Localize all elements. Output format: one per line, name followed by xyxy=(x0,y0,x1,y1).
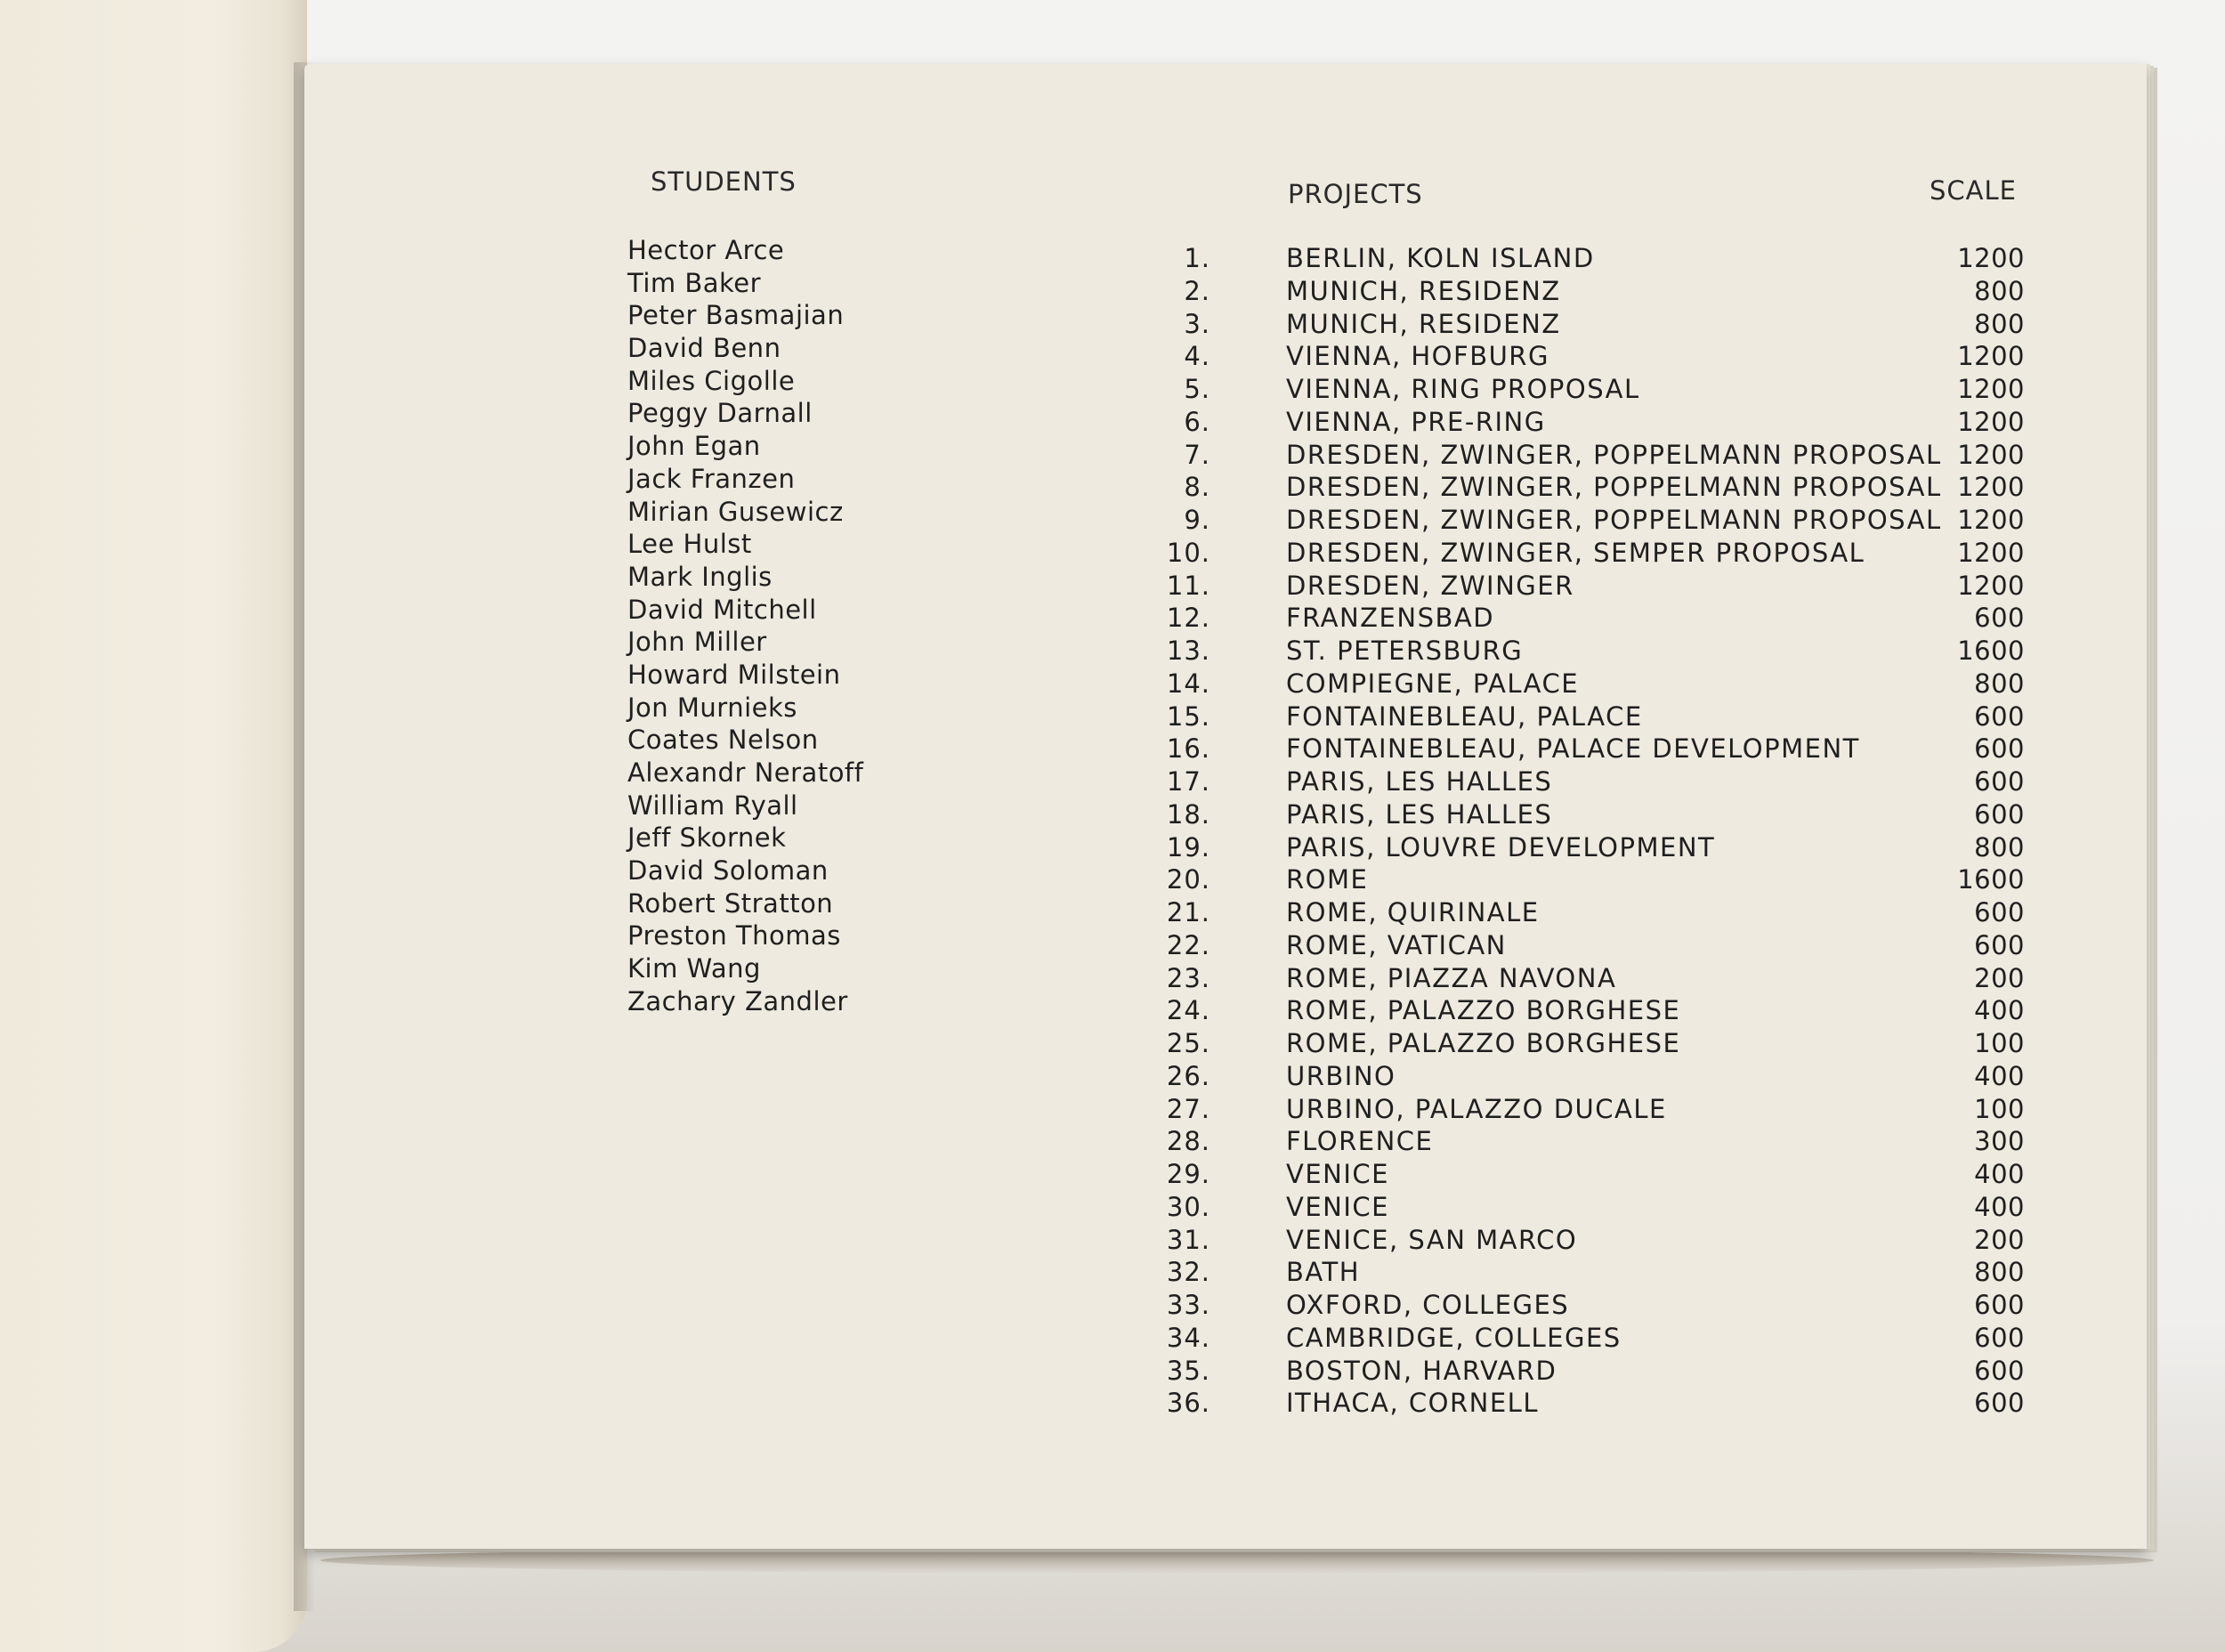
students-heading: STUDENTS xyxy=(651,166,797,197)
student-name: William Ryall xyxy=(627,790,798,821)
project-scale: 600 xyxy=(1974,798,2025,830)
project-scale: 1600 xyxy=(1957,636,2025,666)
project-scale: 800 xyxy=(1974,668,2025,699)
project-scale: 600 xyxy=(1974,700,2025,732)
project-name: BOSTON, HARVARD xyxy=(1286,1355,1558,1386)
student-name: Jeff Skornek xyxy=(627,822,787,854)
project-number: 29. xyxy=(1166,1159,1210,1189)
student-name: Mark Inglis xyxy=(627,561,773,592)
project-row xyxy=(1179,373,2025,406)
project-row xyxy=(1166,863,2025,896)
project-row xyxy=(1166,962,2025,995)
project-name: DRESDEN, ZWINGER, POPPELMANN PROPOSAL xyxy=(1286,439,1942,470)
project-row xyxy=(1166,602,2025,635)
project-number: 1. xyxy=(1184,243,1210,273)
student-name: Miles Cigolle xyxy=(627,365,796,396)
project-number: 24. xyxy=(1166,995,1210,1026)
students-list xyxy=(627,234,863,1018)
project-row xyxy=(1166,733,2025,765)
project-scale: 800 xyxy=(1974,308,2025,339)
project-scale: 800 xyxy=(1974,1257,2025,1288)
project-name: PARIS, LES HALLES xyxy=(1286,798,1553,830)
student-name: Peggy Darnall xyxy=(627,398,813,429)
project-scale: 400 xyxy=(1974,1159,2025,1189)
project-number: 22. xyxy=(1166,929,1210,960)
student-name: Jack Franzen xyxy=(627,463,796,494)
project-name: BERLIN, KOLN ISLAND xyxy=(1286,243,1595,273)
project-scale: 600 xyxy=(1974,897,2025,927)
project-row xyxy=(1179,242,2025,275)
project-row xyxy=(1166,570,2025,603)
student-name: Peter Basmajian xyxy=(627,300,845,331)
project-name: FRANZENSBAD xyxy=(1286,603,1495,634)
project-scale: 1200 xyxy=(1957,472,2025,503)
project-number: 32. xyxy=(1166,1257,1210,1288)
project-row xyxy=(1166,765,2025,798)
project-row xyxy=(1166,1060,2025,1093)
project-row xyxy=(1166,700,2025,733)
project-scale: 200 xyxy=(1974,1224,2025,1255)
project-number: 35. xyxy=(1166,1355,1210,1386)
project-name: ROME xyxy=(1286,864,1369,895)
project-number: 34. xyxy=(1166,1322,1210,1353)
project-number: 17. xyxy=(1166,766,1210,797)
project-row xyxy=(1166,798,2025,831)
project-row xyxy=(1166,635,2025,668)
project-number: 31. xyxy=(1166,1224,1210,1255)
project-row xyxy=(1166,1387,2025,1420)
project-scale: 300 xyxy=(1974,1126,2025,1157)
project-name: ROME, PALAZZO BORGHESE xyxy=(1286,995,1681,1026)
project-name: FLORENCE xyxy=(1286,1126,1434,1157)
project-name: FONTAINEBLEAU, PALACE DEVELOPMENT xyxy=(1286,733,1860,765)
project-row xyxy=(1179,406,2025,439)
project-number: 36. xyxy=(1166,1388,1210,1419)
project-number: 28. xyxy=(1166,1126,1210,1157)
project-scale: 1200 xyxy=(1957,341,2025,372)
project-name: ROME, PIAZZA NAVONA xyxy=(1286,962,1617,993)
project-scale: 400 xyxy=(1974,995,2025,1026)
student-name: Lee Hulst xyxy=(627,529,752,560)
project-number: 21. xyxy=(1166,897,1210,927)
project-scale: 1200 xyxy=(1957,406,2025,437)
project-row xyxy=(1166,1256,2025,1289)
project-number: 5. xyxy=(1184,374,1210,404)
project-row xyxy=(1166,1224,2025,1257)
project-scale: 600 xyxy=(1974,929,2025,960)
project-name: CAMBRIDGE, COLLEGES xyxy=(1286,1322,1622,1353)
project-number: 7. xyxy=(1184,439,1210,470)
project-number: 16. xyxy=(1166,733,1210,765)
project-name: PARIS, LOUVRE DEVELOPMENT xyxy=(1286,831,1716,862)
project-scale: 1200 xyxy=(1957,570,2025,601)
project-row xyxy=(1166,1093,2025,1126)
project-scale: 1200 xyxy=(1957,439,2025,470)
project-row xyxy=(1179,340,2025,373)
project-name: VENICE xyxy=(1286,1191,1389,1222)
project-number: 4. xyxy=(1184,341,1210,372)
project-name: VIENNA, RING PROPOSAL xyxy=(1286,374,1640,404)
student-name: John Egan xyxy=(627,431,761,462)
project-scale: 400 xyxy=(1974,1191,2025,1222)
project-scale: 600 xyxy=(1974,766,2025,797)
project-number: 14. xyxy=(1166,668,1210,699)
student-name: Kim Wang xyxy=(627,953,761,984)
project-row xyxy=(1166,1191,2025,1224)
project-name: ROME, QUIRINALE xyxy=(1286,897,1540,927)
project-name: DRESDEN, ZWINGER xyxy=(1286,570,1574,601)
project-row xyxy=(1179,504,2025,537)
project-scale: 600 xyxy=(1974,1355,2025,1386)
project-number: 13. xyxy=(1166,636,1210,666)
project-scale: 1200 xyxy=(1957,505,2025,535)
project-number: 18. xyxy=(1166,798,1210,830)
project-number: 27. xyxy=(1166,1093,1210,1124)
project-number: 30. xyxy=(1166,1191,1210,1222)
project-name: OXFORD, COLLEGES xyxy=(1286,1290,1570,1320)
project-number: 2. xyxy=(1184,275,1210,306)
project-name: DRESDEN, ZWINGER, SEMPER PROPOSAL xyxy=(1286,537,1865,568)
project-row xyxy=(1166,668,2025,700)
project-scale: 1200 xyxy=(1957,537,2025,568)
project-number: 10. xyxy=(1166,537,1210,568)
project-scale: 600 xyxy=(1974,1322,2025,1353)
project-name: ST. PETERSBURG xyxy=(1286,636,1524,666)
project-row xyxy=(1166,896,2025,929)
project-number: 11. xyxy=(1166,570,1210,601)
project-number: 12. xyxy=(1166,603,1210,634)
project-row xyxy=(1166,831,2025,864)
project-name: VIENNA, PRE-RING xyxy=(1286,406,1546,437)
project-name: URBINO, PALAZZO DUCALE xyxy=(1286,1093,1667,1124)
project-row xyxy=(1166,994,2025,1027)
project-name: MUNICH, RESIDENZ xyxy=(1286,308,1561,339)
project-scale: 100 xyxy=(1974,1093,2025,1124)
student-name: David Soloman xyxy=(627,855,829,887)
student-name: David Benn xyxy=(627,333,781,364)
student-name: Tim Baker xyxy=(627,267,762,298)
project-scale: 1200 xyxy=(1957,243,2025,273)
project-scale: 600 xyxy=(1974,733,2025,765)
project-scale: 1200 xyxy=(1957,374,2025,404)
project-scale: 600 xyxy=(1974,603,2025,634)
project-name: ROME, PALAZZO BORGHESE xyxy=(1286,1028,1681,1058)
project-number: 3. xyxy=(1184,308,1210,339)
project-number: 20. xyxy=(1166,864,1210,895)
project-scale: 100 xyxy=(1974,1028,2025,1058)
project-name: FONTAINEBLEAU, PALACE xyxy=(1286,700,1643,732)
project-row xyxy=(1179,275,2025,308)
project-number: 9. xyxy=(1184,505,1210,535)
project-scale: 800 xyxy=(1974,275,2025,306)
project-row xyxy=(1179,439,2025,472)
project-scale: 400 xyxy=(1974,1060,2025,1091)
page-shadow xyxy=(320,1547,2154,1574)
student-name: Robert Stratton xyxy=(627,887,834,919)
project-name: VENICE, SAN MARCO xyxy=(1286,1224,1578,1255)
student-name: David Mitchell xyxy=(627,594,817,625)
project-row xyxy=(1166,537,2025,570)
project-row xyxy=(1166,1027,2025,1060)
project-name: VIENNA, HOFBURG xyxy=(1286,341,1549,372)
project-number: 15. xyxy=(1166,700,1210,732)
project-name: ITHACA, CORNELL xyxy=(1286,1388,1539,1419)
project-row xyxy=(1166,1158,2025,1191)
project-scale: 1600 xyxy=(1957,864,2025,895)
project-name: PARIS, LES HALLES xyxy=(1286,766,1553,797)
project-name: DRESDEN, ZWINGER, POPPELMANN PROPOSAL xyxy=(1286,472,1942,503)
project-number: 23. xyxy=(1166,962,1210,993)
student-name: Coates Nelson xyxy=(627,725,819,756)
student-name: Jon Murnieks xyxy=(627,692,797,723)
project-number: 8. xyxy=(1184,472,1210,503)
project-scale: 200 xyxy=(1974,962,2025,993)
project-number: 19. xyxy=(1166,831,1210,862)
project-row xyxy=(1166,1322,2025,1355)
student-name: Howard Milstein xyxy=(627,659,841,690)
project-number: 33. xyxy=(1166,1290,1210,1320)
project-name: ROME, VATICAN xyxy=(1286,929,1507,960)
project-name: VENICE xyxy=(1286,1159,1389,1189)
project-scale: 600 xyxy=(1974,1290,2025,1320)
project-row xyxy=(1179,471,2025,504)
student-name: Zachary Zandler xyxy=(627,985,848,1016)
left-facing-page xyxy=(0,0,307,1652)
student-name: Preston Thomas xyxy=(627,920,841,952)
project-number: 25. xyxy=(1166,1028,1210,1058)
project-scale: 600 xyxy=(1974,1388,2025,1419)
project-number: 6. xyxy=(1184,406,1210,437)
project-name: URBINO xyxy=(1286,1060,1396,1091)
project-name: MUNICH, RESIDENZ xyxy=(1286,275,1561,306)
student-name: John Miller xyxy=(627,627,767,658)
project-row xyxy=(1166,1289,2025,1322)
project-name: COMPIEGNE, PALACE xyxy=(1286,668,1580,699)
projects-list xyxy=(1166,242,2025,1420)
student-name: Alexandr Neratoff xyxy=(627,757,864,788)
scale-heading: SCALE xyxy=(1930,175,2017,206)
projects-heading: PROJECTS xyxy=(1288,179,1423,209)
project-name: DRESDEN, ZWINGER, POPPELMANN PROPOSAL xyxy=(1286,505,1942,535)
project-name: BATH xyxy=(1286,1257,1361,1288)
student-name: Hector Arce xyxy=(627,235,785,265)
student-name: Mirian Gusewicz xyxy=(627,496,844,527)
project-scale: 800 xyxy=(1974,831,2025,862)
project-row xyxy=(1179,308,2025,341)
project-row xyxy=(1166,1355,2025,1388)
project-row xyxy=(1166,1125,2025,1158)
project-row xyxy=(1166,929,2025,962)
project-number: 26. xyxy=(1166,1060,1210,1091)
